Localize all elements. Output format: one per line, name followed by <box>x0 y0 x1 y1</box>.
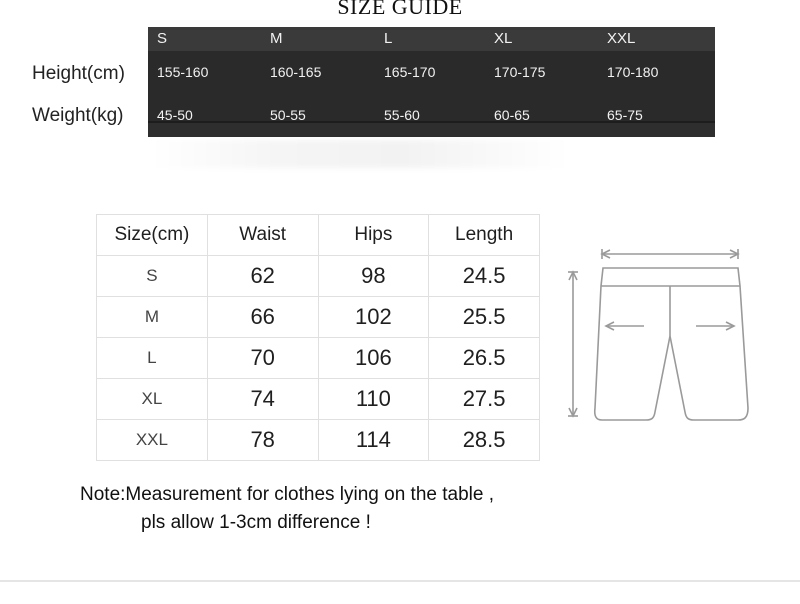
height-value: 170-175 <box>494 64 546 80</box>
weight-value: 45-50 <box>157 107 193 123</box>
measurement-table <box>96 214 540 461</box>
weight-value: 50-55 <box>270 107 306 123</box>
table-row <box>97 297 540 338</box>
size-cell: XXL <box>97 420 208 461</box>
size-column-m <box>261 27 375 137</box>
table-row <box>97 379 540 420</box>
weight-value: 65-75 <box>607 107 643 123</box>
header-size: Size(cm) <box>97 215 208 256</box>
hips-cell: 98 <box>318 256 429 297</box>
waist-cell: 78 <box>207 420 318 461</box>
height-value: 160-165 <box>270 64 322 80</box>
waist-cell: 66 <box>207 297 318 338</box>
table-header-row <box>97 215 540 256</box>
hips-cell: 114 <box>318 420 429 461</box>
height-value: 165-170 <box>384 64 436 80</box>
height-row-label: Height(cm) <box>32 63 125 84</box>
shorts-measurement-diagram-icon <box>560 240 780 430</box>
waist-cell: 70 <box>207 338 318 379</box>
size-column-xl <box>485 27 598 137</box>
header-length: Length <box>429 215 540 256</box>
note-line-1: Note:Measurement for clothes lying on the table , <box>80 484 495 505</box>
table-row <box>97 338 540 379</box>
waist-cell: 74 <box>207 379 318 420</box>
size-column-xxl <box>598 27 715 137</box>
size-cell: XL <box>97 379 208 420</box>
size-label: L <box>384 30 393 47</box>
weight-row-label: Weight(kg) <box>32 105 124 126</box>
reflection-shadow <box>150 140 570 168</box>
length-cell: 24.5 <box>429 256 540 297</box>
hips-cell: 102 <box>318 297 429 338</box>
size-label: S <box>157 30 168 47</box>
header-hips: Hips <box>318 215 429 256</box>
size-cell: S <box>97 256 208 297</box>
size-label: XXL <box>607 30 636 47</box>
waist-cell: 62 <box>207 256 318 297</box>
weight-value: 55-60 <box>384 107 420 123</box>
bottom-divider <box>0 580 800 582</box>
size-label: M <box>270 30 283 47</box>
header-waist: Waist <box>207 215 318 256</box>
height-value: 155-160 <box>157 64 209 80</box>
size-column-l <box>375 27 485 137</box>
length-cell: 28.5 <box>429 420 540 461</box>
size-cell: L <box>97 338 208 379</box>
length-cell: 27.5 <box>429 379 540 420</box>
size-label: XL <box>494 30 513 47</box>
height-value: 170-180 <box>607 64 659 80</box>
size-cell: M <box>97 297 208 338</box>
hips-cell: 110 <box>318 379 429 420</box>
weight-value: 60-65 <box>494 107 530 123</box>
note-line-2: pls allow 1-3cm difference ! <box>141 512 371 533</box>
size-guide-dark-table <box>148 27 715 137</box>
hips-cell: 106 <box>318 338 429 379</box>
size-column-s <box>148 27 261 137</box>
length-cell: 25.5 <box>429 297 540 338</box>
table-row <box>97 256 540 297</box>
table-row <box>97 420 540 461</box>
page-title: SIZE GUIDE <box>337 0 463 19</box>
length-cell: 26.5 <box>429 338 540 379</box>
